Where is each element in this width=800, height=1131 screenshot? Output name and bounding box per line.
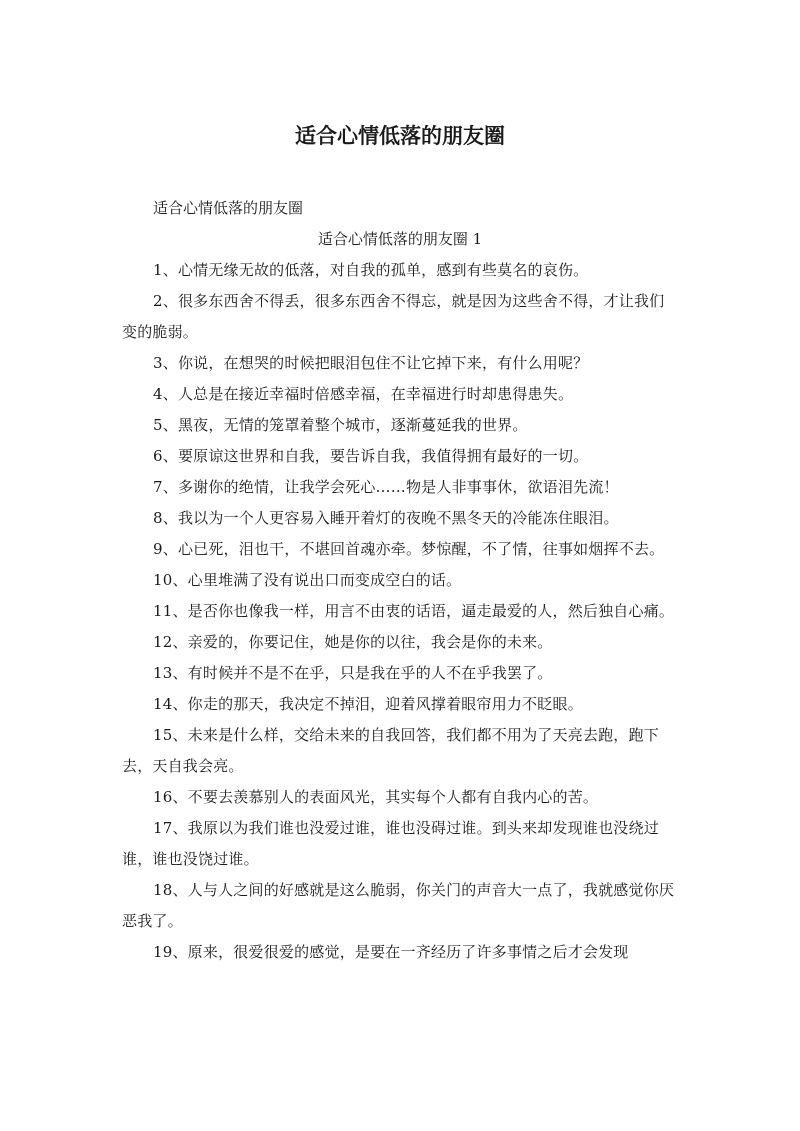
list-item: 18、人与人之间的好感就是这么脆弱，你关门的声音大一点了，我就感觉你厌恶我了。: [122, 881, 675, 930]
document-title: 适合心情低落的朋友圈: [295, 124, 505, 148]
list-item: 4、人总是在接近幸福时倍感幸福，在幸福进行时却患得患失。: [153, 385, 574, 403]
section-heading: 适合心情低落的朋友圈 1: [317, 230, 483, 248]
list-item: 1、心情无缘无故的低落，对自我的孤单，感到有些莫名的哀伤。: [153, 261, 589, 279]
list-item: 6、要原谅这世界和自我，要告诉自我，我值得拥有最好的一切。: [153, 447, 589, 465]
list-item: 2、很多东西舍不得丢，很多东西舍不得忘，就是因为这些舍不得，才让我们变的脆弱。: [122, 292, 665, 341]
list-item: 12、亲爱的，你要记住，她是你的以往，我会是你的未来。: [153, 633, 553, 651]
list-item: 14、你走的那天，我决定不掉泪，迎着风撑着眼帘用力不眨眼。: [153, 695, 583, 713]
document-body: [122, 193, 678, 968]
list-item: 15、未来是什么样，交给未来的自我回答，我们都不用为了天亮去跑，跑下去，天自我会亮。: [122, 726, 659, 775]
list-item: 13、有时候并不是不在乎，只是我在乎的人不在乎我罢了。: [153, 664, 553, 682]
list-item: 3、你说，在想哭的时候把眼泪包住不让它掉下来，有什么用呢？: [153, 354, 589, 372]
list-item: 11、是否你也像我一样，用言不由衷的话语，逼走最爱的人，然后独自心痛。: [153, 602, 675, 620]
list-item: 17、我原以为我们谁也没爱过谁，谁也没碍过谁。到头来却发现谁也没绕过谁，谁也没饶过谁。: [122, 819, 659, 868]
list-item: 19、原来，很爱很爱的感觉，是要在一齐经历了许多事情之后才会发现: [153, 943, 629, 961]
intro-line: 适合心情低落的朋友圈: [153, 199, 304, 217]
quote-list: [122, 255, 678, 968]
list-item: 10、心里堆满了没有说出口而变成空白的话。: [153, 571, 462, 589]
list-item: 5、黑夜，无情的笼罩着整个城市，逐渐蔓延我的世界。: [153, 416, 528, 434]
list-item: 7、多谢你的绝情，让我学会死心……物是人非事事休，欲语泪先流！: [153, 478, 619, 496]
list-item: 8、我以为一个人更容易入睡开着灯的夜晚不黑冬天的冷能冻住眼泪。: [153, 509, 619, 527]
list-item: 16、不要去羡慕别人的表面风光，其实每个人都有自我内心的苦。: [153, 788, 599, 806]
list-item: 9、心已死，泪也干，不堪回首魂亦牵。梦惊醒，不了情，往事如烟挥不去。: [153, 540, 665, 558]
